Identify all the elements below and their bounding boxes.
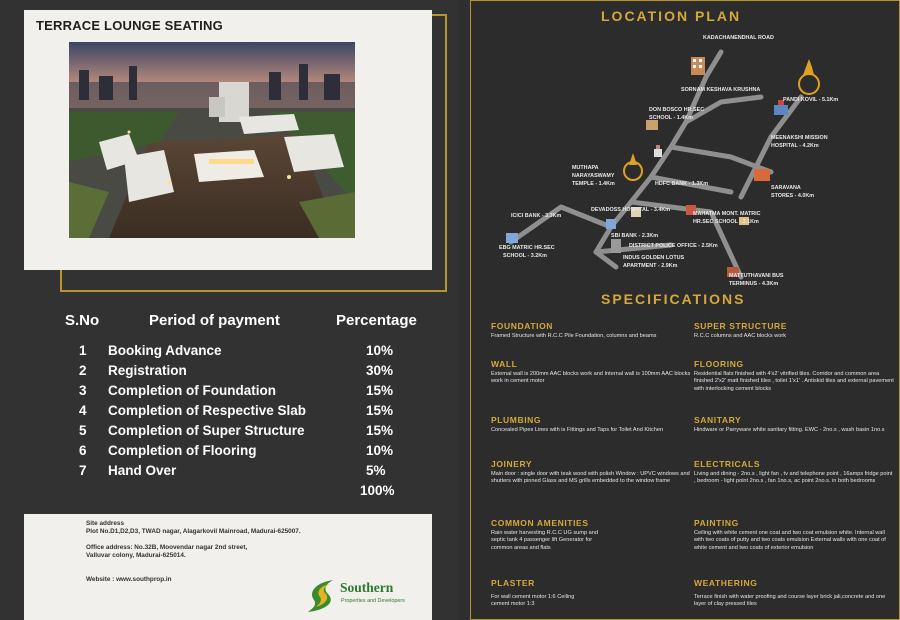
map-label-muthapa-3: TEMPLE - 1.4Km — [572, 181, 615, 187]
map-label-ebg-2: SCHOOL - 3.2Km — [503, 253, 547, 259]
row-period: Completion of Respective Slab — [108, 403, 307, 418]
right-panel — [470, 0, 900, 620]
table-row — [60, 403, 440, 421]
logo-swirl-icon — [306, 576, 340, 614]
map-label-meenakshi-2: HOSPITAL - 4.2Km — [771, 143, 819, 149]
spec-plaster-heading: PLASTER — [491, 578, 535, 588]
row-no: 3 — [79, 383, 87, 398]
row-period: Completion of Flooring — [108, 443, 257, 458]
terrace-card — [24, 10, 432, 270]
office-address-line2: Valluvar colony, Madurai-625014. — [86, 552, 186, 559]
spec-sanitary-heading: SANITARY — [694, 415, 742, 425]
map-label-police: DISTRICT POLICE OFFICE - 2.5Km — [629, 243, 718, 249]
map-label-icici: ICICI BANK - 3.3Km — [511, 213, 562, 219]
address-card — [24, 514, 432, 620]
spec-foundation-heading: FOUNDATION — [491, 321, 554, 331]
row-pct: 5% — [366, 463, 386, 478]
row-no: 6 — [79, 443, 87, 458]
website-link[interactable]: Website : www.southprop.in — [86, 576, 172, 583]
row-pct: 15% — [366, 383, 394, 398]
map-label-muthapa-1: MUTHAPA — [572, 165, 599, 171]
spec-foundation-text: Framed Structure with R.C.C Pile Foundation, columns and beams — [491, 333, 657, 339]
row-pct: 10% — [366, 343, 394, 358]
row-no: 4 — [79, 403, 87, 418]
map-label-hdfc: HDFC BANK - 1.3Km — [655, 181, 709, 187]
spec-weathering-text: Terrace finish with water proofing and course layer brick jali,concrete and one layer of clay pressed tiles — [694, 594, 886, 608]
site-address: Plot No.D1,D2,D3, TWAD nagar, Alagarkovil Mainroad, Madurai-625007. — [86, 528, 301, 535]
map-label-devadoss: DEVADOSS HOSPITAL - 3.4Km — [591, 207, 671, 213]
specifications-title: SPECIFICATIONS — [601, 291, 746, 307]
site-label: Site address — [86, 520, 125, 527]
location-plan-title: LOCATION PLAN — [601, 8, 742, 24]
table-row — [60, 363, 440, 381]
spec-flooring-heading: FLOORING — [694, 359, 744, 369]
spec-amenities-text: Rain water harvesting R.C.C UG sump and septic tank 4 passenger lift Generator for common areas and flats — [491, 530, 598, 551]
row-pct: 15% — [366, 403, 394, 418]
map-label-saravana-1: SARAVANA — [771, 185, 801, 191]
row-pct: 30% — [366, 363, 394, 378]
spec-wall-heading: WALL — [491, 359, 518, 369]
location-map — [471, 27, 900, 287]
header-sno: S.No — [65, 312, 100, 329]
row-pct: 10% — [366, 443, 394, 458]
spec-painting-heading: PAINTING — [694, 518, 739, 528]
map-label-donbosco-2: SCHOOL - 1.4Km — [649, 115, 693, 121]
map-label-mattu-2: TERMINUS - 4.3Km — [729, 281, 779, 287]
map-label-sornam: SORNAM KESHAVA KRUSHNA — [681, 87, 761, 93]
map-label-meenakshi-1: MEENAKSHI MISSION — [771, 135, 828, 141]
spec-plaster-text: For wall cement motor 1:6 Ceiling cement motor 1:3 — [491, 594, 575, 608]
logo-tagline: Properties and Developers — [341, 598, 405, 604]
map-label-road: KADACHANENDHAL ROAD — [703, 35, 774, 41]
spec-electricals-text: Living and dining - 2no.s , light fan , tv and telephone point , 16amps fridge point , bedroom - light point 2no.s , fan 1no.s, ac point 2no.s. in both bedrooms — [694, 471, 893, 485]
row-period: Booking Advance — [108, 343, 222, 358]
spec-wall-text: External wall is 200mm AAC blocks work and Internal wall is 100mm AAC blocks work in cement motor — [491, 371, 691, 385]
map-label-indus-1: INDUS GOLDEN LOTUS — [623, 255, 685, 261]
spec-amenities-heading: COMMON AMENITIES — [491, 518, 589, 528]
header-percentage: Percentage — [336, 312, 417, 329]
spec-electricals-heading: ELECTRICALS — [694, 459, 761, 469]
spec-super-text: R.C.C columns and AAC blocks work — [694, 333, 787, 339]
spec-plumbing-text: Concealed Pipes Lines with is Fittings and Taps for Toilet And Kitchen — [491, 427, 664, 433]
total-pct: 100% — [360, 483, 395, 498]
table-row — [60, 383, 440, 401]
terrace-photo — [69, 42, 355, 238]
row-pct: 15% — [366, 423, 394, 438]
table-row — [60, 443, 440, 461]
logo-name: Southern — [340, 580, 394, 595]
row-no: 7 — [79, 463, 87, 478]
spec-joinery-heading: JOINERY — [491, 459, 533, 469]
spec-super-heading: SUPER STRUCTURE — [694, 321, 788, 331]
map-label-ebg-1: EBG MATRIC HR.SEC — [499, 245, 555, 251]
row-period: Completion of Foundation — [108, 383, 276, 398]
map-label-donbosco-1: DON BOSCO HR.SEC — [649, 107, 705, 113]
map-label-indus-2: APARTMENT - 2.9Km — [623, 263, 678, 269]
row-no: 2 — [79, 363, 87, 378]
map-label-mattu-1: MATTUTHAVANI BUS — [729, 273, 784, 279]
southern-logo — [306, 576, 426, 616]
spec-joinery-text: Main door : single door with teak wood with polish Window : UPVC windows and shutters with pinned Glass and MS grills embedded to the window frame — [491, 471, 690, 485]
row-no: 5 — [79, 423, 87, 438]
map-label-saravana-2: STORES - 4.0Km — [771, 193, 815, 199]
map-label-pandi: PANDI KOVIL - 5.1Km — [783, 97, 839, 103]
header-period: Period of payment — [149, 312, 280, 329]
map-label-muthapa-2: NARAYASWAMY — [572, 173, 615, 179]
row-period: Completion of Super Structure — [108, 423, 305, 438]
spec-painting-text: Ceiling with white cement one coat and two coat emulsion white. Internal wall with two coats of putty and two coats emulsion External walls with one coat of white cement and two coats of exterior emulsion — [694, 530, 886, 551]
row-period: Registration — [108, 363, 187, 378]
spec-plumbing-heading: PLUMBING — [491, 415, 542, 425]
map-label-sbi: SBI BANK - 2.3Km — [611, 233, 659, 239]
spec-sanitary-text: Hindware or Parryware white sanitary fitting. EWC - 2no.s , wash basin 1no.s — [694, 427, 885, 433]
spec-flooring-text: Residential flats finished with 4'x2' vitrified tiles. Corridor and common area finished 2'x2' matt finished tiles , toilet 1'x1' . Antiskid tiles and external pavement with interlocking cement blocks — [694, 371, 894, 392]
map-label-mahatma-2: HR.SEC SCHOOL - 3.1Km — [693, 219, 759, 225]
terrace-title: TERRACE LOUNGE SEATING — [36, 18, 223, 33]
office-address-line1: Office address: No.32B, Moovendar nagar 2nd street, — [86, 544, 248, 551]
map-label-mahatma-1: MAHATMA MONT. MATRIC — [693, 211, 761, 217]
row-period: Hand Over — [108, 463, 177, 478]
table-total-row — [60, 483, 440, 501]
spec-weathering-heading: WEATHERING — [694, 578, 758, 588]
row-no: 1 — [79, 343, 87, 358]
table-row — [60, 463, 440, 481]
table-row — [60, 343, 440, 361]
table-row — [60, 423, 440, 441]
